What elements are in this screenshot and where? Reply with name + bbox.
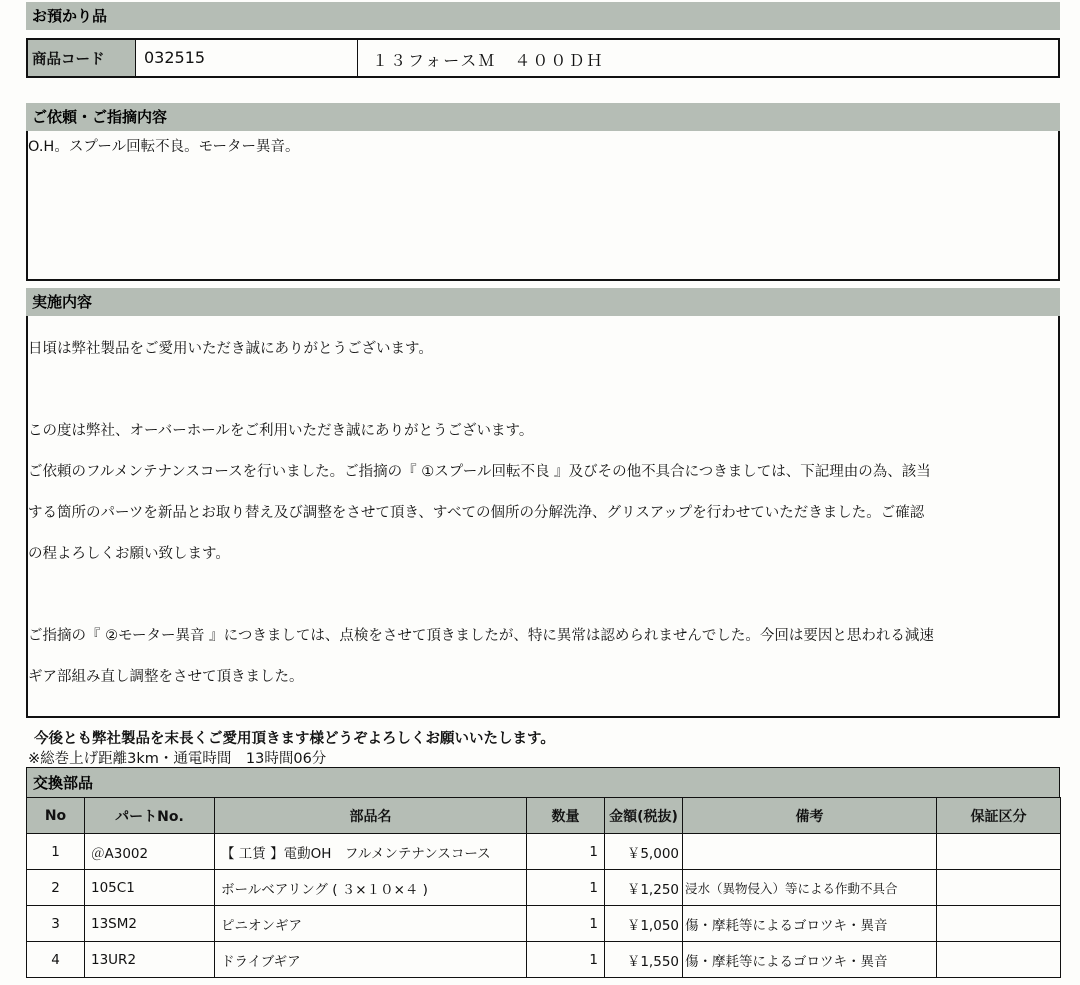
- row-amount: ￥5,000: [605, 834, 683, 870]
- code-label-cell: [28, 40, 136, 76]
- row-part-no: ＠A3002: [85, 834, 215, 870]
- work-line: [28, 585, 1058, 606]
- row-part-no: 105C1: [85, 870, 215, 906]
- work-line: する箇所のパーツを新品とお取り替え及び調整をさせて頂き、すべての個所の分解洗浄、グリスアップを行わせていただきました。ご確認: [28, 504, 925, 521]
- row-warranty: [937, 834, 1061, 870]
- col-no: No: [27, 798, 85, 834]
- deposit-header: お預かり品: [26, 2, 1060, 30]
- row-no: 2: [27, 870, 85, 906]
- table-row: [27, 942, 1061, 978]
- row-warranty: [937, 906, 1061, 942]
- table-row: [27, 834, 1061, 870]
- col-note: 備考: [683, 798, 937, 834]
- work-line: 日頃は弊社製品をご愛用いただき誠にありがとうございます。: [28, 340, 433, 357]
- code-value: 032515: [144, 48, 206, 67]
- parts-header-row: [27, 798, 1061, 834]
- col-warranty: 保証区分: [937, 798, 1061, 834]
- row-part-no: 13UR2: [85, 942, 215, 978]
- work-line: ギア部組み直し調整をさせて頂きました。: [28, 668, 304, 685]
- row-qty: 1: [527, 834, 605, 870]
- parts-header: 交換部品: [26, 767, 1060, 797]
- table-row: [27, 870, 1061, 906]
- row-note: 傷・摩耗等によるゴロツキ・異音: [683, 942, 937, 978]
- row-note: 傷・摩耗等によるゴロツキ・異音: [683, 906, 937, 942]
- request-header: ご依頼・ご指摘内容: [26, 103, 1060, 131]
- col-amount: 金額(税抜): [605, 798, 683, 834]
- col-qty: 数量: [527, 798, 605, 834]
- table-row: [27, 906, 1061, 942]
- row-name: 【 工賃 】電動OH フルメンテナンスコース: [215, 834, 527, 870]
- row-no: 1: [27, 834, 85, 870]
- code-value-cell: [136, 40, 358, 76]
- request-box: [26, 131, 1060, 281]
- col-part-no: パートNo.: [85, 798, 215, 834]
- row-amount: ￥1,550: [605, 942, 683, 978]
- work-line: ※総巻上げ距離3km・通電時間 13時間06分: [28, 750, 327, 767]
- work-line: ご依頼のフルメンテナンスコースを行いました。ご指摘の『 ①スプール回転不良 』及びその他不具合につきましては、下記理由の為、該当: [28, 463, 931, 480]
- closing-text: 今後とも弊社製品を末長くご愛用頂きます様どうぞよろしくお願いいたします。: [34, 731, 555, 747]
- row-warranty: [937, 942, 1061, 978]
- row-part-no: 13SM2: [85, 906, 215, 942]
- work-header: 実施内容: [26, 288, 1060, 316]
- work-line: [28, 380, 1058, 401]
- row-note: 浸水（異物侵入）等による作動不具合: [683, 870, 937, 906]
- row-note: [683, 834, 937, 870]
- deposit-row: [26, 38, 1060, 78]
- work-line: ご指摘の『 ②モーター異音 』につきましては、点検をさせて頂きましたが、特に異常は認められませんでした。今回は要因と思われる減速: [28, 627, 934, 644]
- row-qty: 1: [527, 906, 605, 942]
- row-warranty: [937, 870, 1061, 906]
- request-text: O.H。スプール回転不良。モーター異音。: [28, 139, 300, 155]
- code-label: 商品コード: [32, 52, 105, 68]
- work-text: [28, 318, 1058, 790]
- row-qty: 1: [527, 942, 605, 978]
- parts-table: [26, 797, 1061, 978]
- row-no: 3: [27, 906, 85, 942]
- product-name: １３フォースＭ ４００ＤＨ: [372, 51, 605, 70]
- col-name: 部品名: [215, 798, 527, 834]
- work-line: [28, 708, 1058, 729]
- row-name: ボールベアリング ( ３×１０×４ ): [215, 870, 527, 906]
- row-amount: ￥1,250: [605, 870, 683, 906]
- row-no: 4: [27, 942, 85, 978]
- row-name: ピニオンギア: [215, 906, 527, 942]
- work-line: の程よろしくお願い致します。: [28, 545, 230, 562]
- row-qty: 1: [527, 870, 605, 906]
- row-amount: ￥1,050: [605, 906, 683, 942]
- work-line: この度は弊社、オーバーホールをご利用いただき誠にありがとうございます。: [28, 422, 534, 439]
- row-name: ドライブギア: [215, 942, 527, 978]
